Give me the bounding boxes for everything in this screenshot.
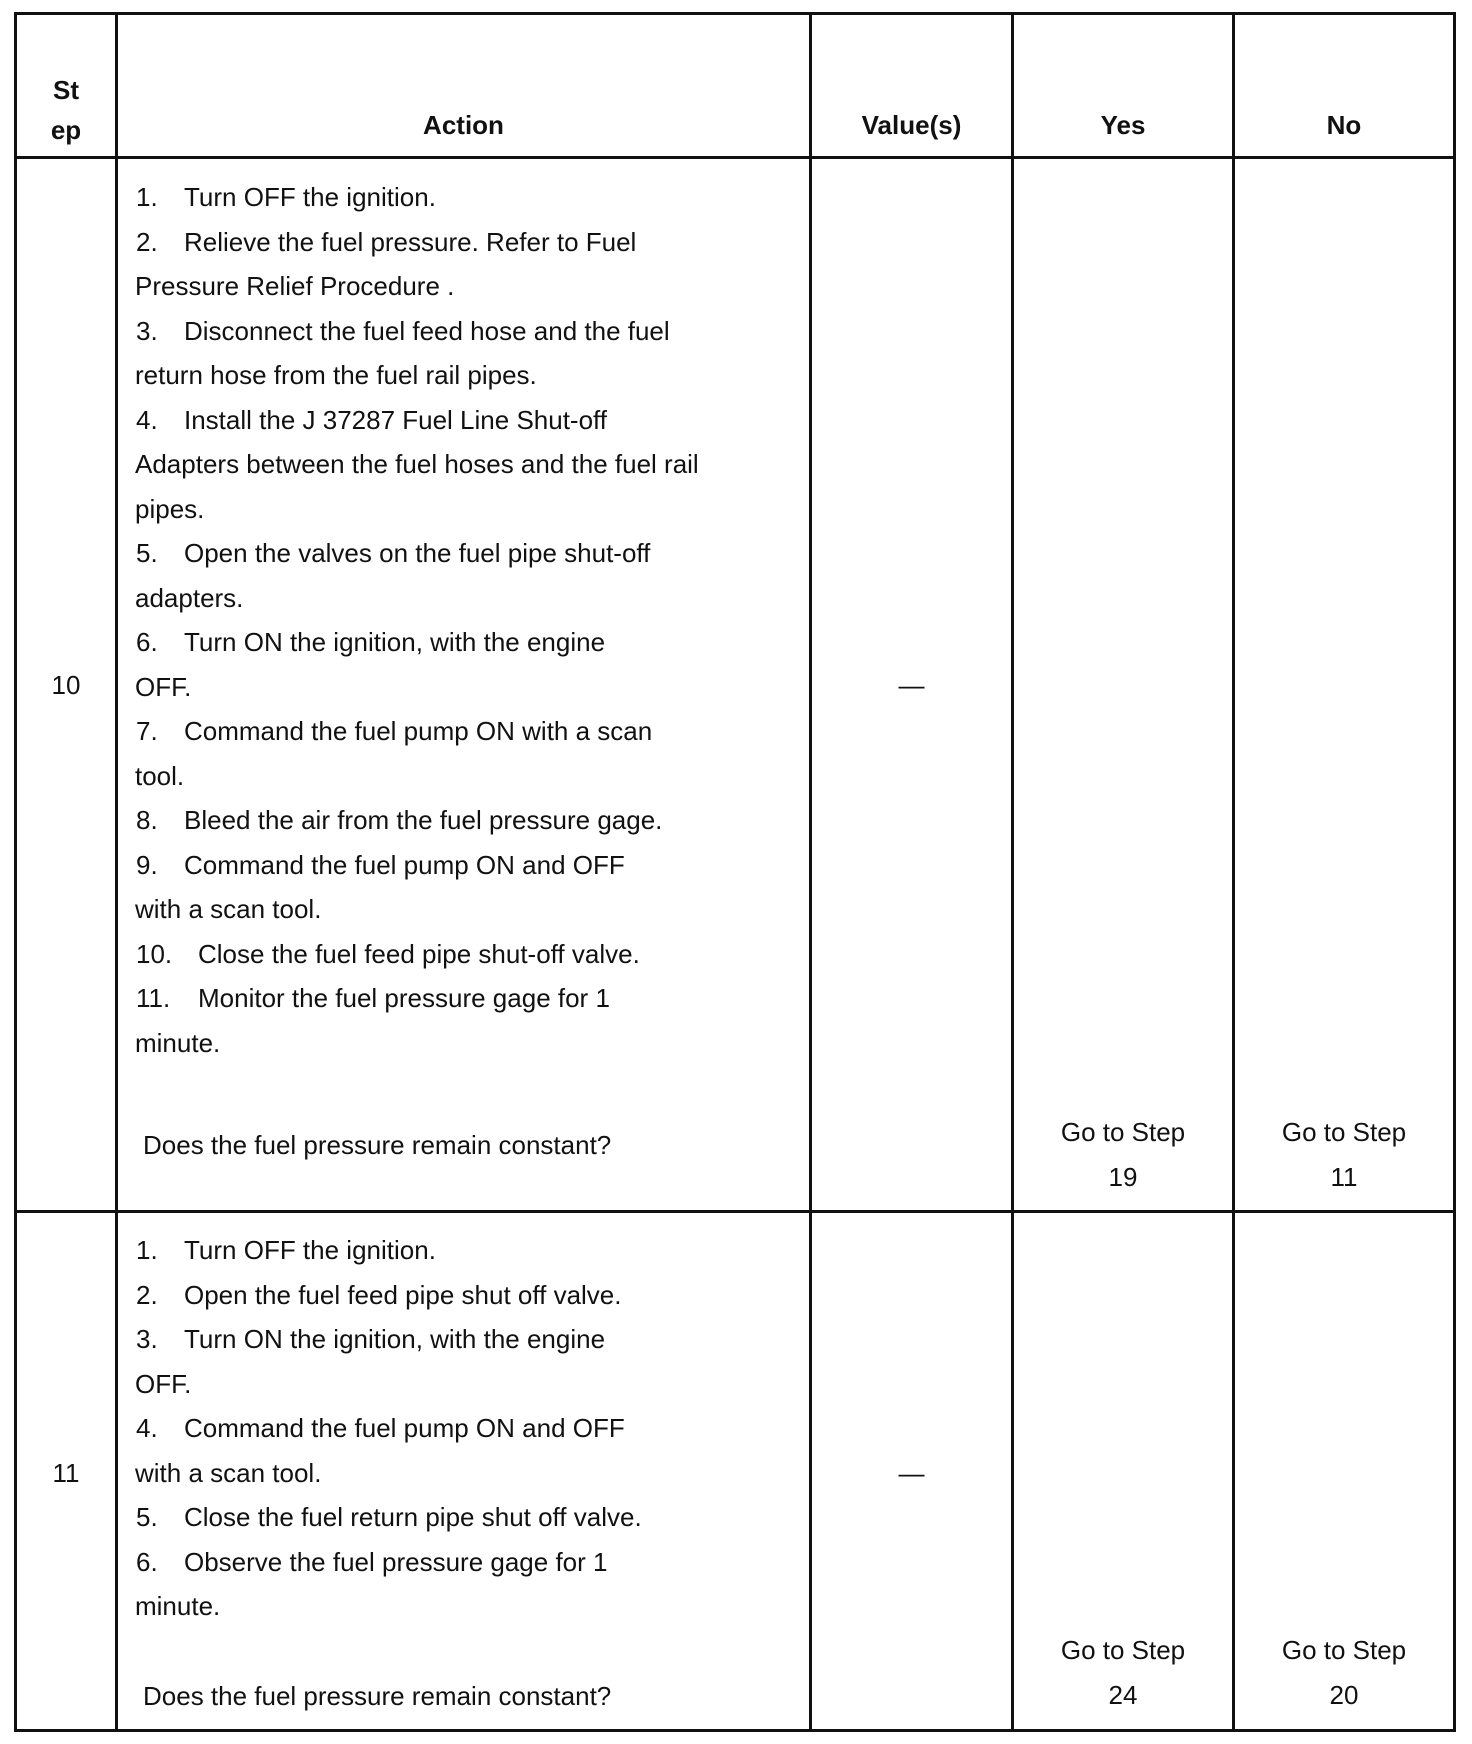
no-goto <box>1235 1110 1453 1200</box>
action-step-number: 10. <box>136 938 173 969</box>
action-step-text: Command the fuel pump ON and OFF <box>184 1413 625 1443</box>
no-goto-step: 20 <box>1329 1680 1359 1710</box>
action-step <box>118 1540 808 1585</box>
action-step-text: Turn ON the ignition, with the engine <box>184 627 606 657</box>
action-step <box>118 309 808 354</box>
action-step-text: Turn OFF the ignition. <box>184 1235 436 1265</box>
action-step-text: Install the J 37287 Fuel Line Shut-off <box>184 404 608 435</box>
action-step-text: Observe the fuel pressure gage for 1 <box>184 1546 608 1577</box>
action-step <box>118 398 808 443</box>
action-step-continuation: minute. <box>135 1027 221 1058</box>
action-step-text: Close the fuel return pipe shut off valve. <box>184 1502 642 1532</box>
action-step-continuation: with a scan tool. <box>135 1457 322 1488</box>
value-dash: — <box>898 1458 925 1488</box>
header-no: No <box>1326 110 1362 140</box>
column-divider <box>1232 12 1235 1732</box>
action-step-text: Disconnect the fuel feed hose and the fuel <box>184 315 670 346</box>
action-step-continuation: pipes. <box>135 493 205 524</box>
action-step <box>118 709 808 754</box>
action-step-number: 6. <box>136 1546 158 1577</box>
action-step-text: Turn OFF the ignition. <box>184 182 436 212</box>
action-step-number: 4. <box>136 404 158 435</box>
action-step-continuation: with a scan tool. <box>135 894 322 924</box>
header-action: Action <box>423 110 504 140</box>
no-goto-label: Go to Step <box>1281 1117 1407 1147</box>
value-dash: — <box>898 670 925 700</box>
action-step-number: 5. <box>136 1502 158 1532</box>
action-step-number: 1. <box>136 1235 158 1265</box>
action-step-text: Open the fuel feed pipe shut off valve. <box>184 1279 622 1310</box>
action-step-text: Open the valves on the fuel pipe shut-off <box>184 538 651 568</box>
action-step <box>118 531 808 576</box>
action-step-continuation: return hose from the fuel rail pipes. <box>135 360 537 390</box>
yes-goto-label: Go to Step <box>1060 1635 1186 1665</box>
action-step-text: Command the fuel pump ON and OFF <box>184 849 625 880</box>
no-goto <box>1235 1628 1453 1718</box>
yes-goto-label: Go to Step <box>1060 1117 1186 1147</box>
action-step-number: 6. <box>136 627 158 657</box>
action-step-number: 4. <box>136 1413 158 1443</box>
action-step <box>118 843 808 888</box>
action-step-text: Bleed the air from the fuel pressure gage. <box>184 805 663 835</box>
step-number: 11 <box>52 1458 80 1488</box>
header-step-line2: ep <box>50 115 82 145</box>
action-step <box>118 220 808 265</box>
action-list <box>118 175 808 1065</box>
row-divider <box>14 1210 1456 1213</box>
action-step-continuation: OFF. <box>135 671 192 702</box>
action-step-number: 8. <box>136 805 158 835</box>
action-step-number: 2. <box>136 1279 158 1310</box>
question-text: Does the fuel pressure remain constant? <box>143 1681 612 1711</box>
action-step-number: 3. <box>136 315 158 346</box>
action-step <box>118 932 808 977</box>
yes-goto-step: 19 <box>1108 1162 1138 1192</box>
action-step-number: 5. <box>136 538 158 568</box>
action-step-continuation: minute. <box>135 1591 221 1621</box>
action-step-continuation: OFF. <box>135 1368 192 1399</box>
action-step-number: 1. <box>136 182 158 212</box>
action-step <box>118 1495 808 1540</box>
action-step-continuation: tool. <box>135 760 185 791</box>
action-step-text: Command the fuel pump ON with a scan <box>184 716 653 746</box>
action-step-text: Monitor the fuel pressure gage for 1 <box>198 983 610 1013</box>
action-step-continuation: adapters. <box>135 582 244 613</box>
yes-goto <box>1014 1628 1232 1718</box>
action-list <box>118 1228 808 1629</box>
action-step <box>118 798 808 843</box>
action-step <box>118 1317 808 1362</box>
action-step-text: Close the fuel feed pipe shut-off valve. <box>198 938 640 969</box>
action-step-text: Turn ON the ignition, with the engine <box>184 1324 606 1354</box>
action-step-continuation: Adapters between the fuel hoses and the fuel rail <box>135 449 699 479</box>
yes-goto <box>1014 1110 1232 1200</box>
action-step <box>118 1273 808 1318</box>
header-values: Value(s) <box>861 110 962 140</box>
action-step <box>118 1406 808 1451</box>
question-text: Does the fuel pressure remain constant? <box>143 1130 612 1160</box>
action-step <box>118 1228 808 1273</box>
action-step-number: 7. <box>136 716 158 746</box>
column-divider <box>1011 12 1014 1732</box>
step-number: 10 <box>51 670 81 700</box>
yes-goto-step: 24 <box>1108 1680 1138 1710</box>
action-step-number: 3. <box>136 1324 158 1354</box>
action-step-number: 2. <box>136 226 158 257</box>
action-step <box>118 620 808 665</box>
header-divider <box>14 156 1456 159</box>
no-goto-label: Go to Step <box>1281 1635 1407 1665</box>
header-step <box>17 70 115 150</box>
action-step-text: Relieve the fuel pressure. Refer to Fuel <box>184 226 637 257</box>
header-step-line1: St <box>53 75 79 105</box>
no-goto-step: 11 <box>1330 1162 1358 1192</box>
action-step <box>118 976 808 1021</box>
action-step-number: 11. <box>136 983 171 1013</box>
action-step <box>118 175 808 220</box>
header-yes: Yes <box>1100 110 1146 140</box>
action-step-continuation: Pressure Relief Procedure . <box>135 271 455 301</box>
action-step-number: 9. <box>136 849 158 880</box>
